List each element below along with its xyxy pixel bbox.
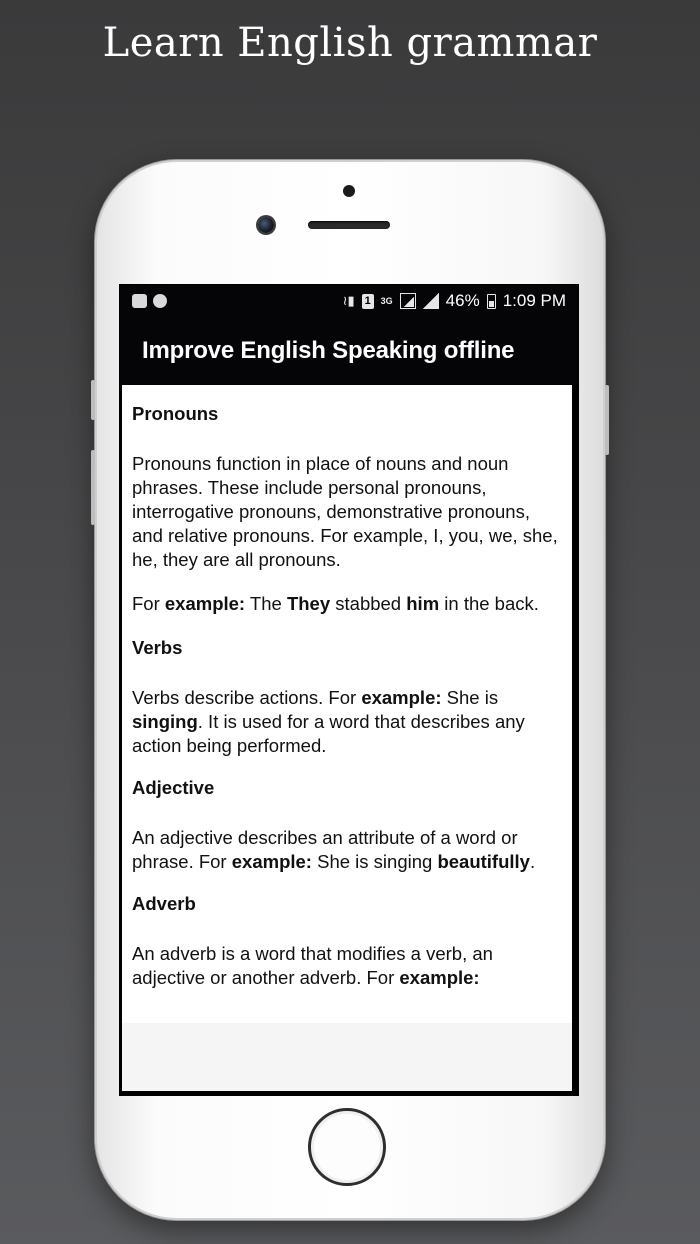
pronouns-example: [132, 592, 562, 616]
sim-icon: 1: [362, 294, 374, 309]
bold-span: example:: [361, 687, 442, 708]
bold-span: example:: [231, 851, 312, 872]
earpiece-speaker: [308, 221, 390, 229]
promo-title: Learn English grammar: [102, 20, 598, 66]
status-bar: [120, 285, 578, 317]
screen-border: [120, 1091, 578, 1095]
text-span: Verbs describe actions. For: [132, 687, 362, 708]
signal-icon: [400, 293, 416, 309]
notification-icon: [132, 294, 147, 308]
vibrate-icon: ≀▮: [342, 293, 355, 308]
status-right: [343, 285, 566, 317]
app-bar: [120, 317, 578, 385]
bold-span: beautifully: [437, 851, 530, 872]
phone-screen: [119, 284, 579, 1096]
bold-span: example:: [399, 967, 480, 988]
phone-frame: [95, 160, 605, 1220]
home-button[interactable]: [308, 1108, 386, 1186]
text-span: An adverb is a word that modifies a verb, an adjective or another adverb. For: [132, 943, 493, 988]
adverb-paragraph: [132, 942, 562, 990]
wifi-signal-icon: [423, 293, 439, 309]
front-camera: [258, 217, 274, 233]
bold-span: example:: [164, 593, 246, 614]
section-heading-verbs: Verbs: [132, 637, 183, 658]
battery-icon: [487, 294, 496, 309]
screen-border: [574, 385, 578, 1095]
bold-span: him: [406, 593, 440, 614]
network-type-label: 3G: [380, 295, 393, 306]
status-left: [132, 285, 167, 317]
verbs-paragraph: [132, 686, 562, 758]
adjective-paragraph: [132, 826, 562, 874]
proximity-sensor: [343, 185, 355, 197]
text-span: The: [245, 593, 287, 614]
text-span: She is: [441, 687, 499, 708]
text-span: .: [529, 851, 536, 872]
text-span: . It is used for a word that describes any action being performed.: [132, 711, 525, 756]
chat-icon: [153, 294, 167, 308]
text-span: stabbed: [330, 593, 407, 614]
volume-up-button: [91, 380, 95, 420]
content-scroll-area[interactable]: [122, 385, 572, 1023]
app-title: Improve English Speaking offline: [142, 337, 515, 364]
section-heading-adverb: Adverb: [132, 893, 196, 914]
power-button: [605, 385, 609, 455]
content-bottom-area: [122, 1023, 572, 1091]
text-span: For: [132, 593, 165, 614]
bold-span: They: [286, 593, 331, 614]
pronouns-paragraph: Pronouns function in place of nouns and noun phrases. These include personal pronouns, interrogative pronouns, demonstrative pronouns, and relative pronouns. For example, I, you, we, she, he, they are all pronouns.: [132, 453, 558, 570]
text-span: An adjective describes an attribute of a word or phrase. For: [132, 827, 518, 872]
section-heading-adjective: Adjective: [132, 777, 215, 798]
battery-percent: 46%: [445, 291, 480, 310]
status-time: 1:09 PM: [502, 291, 566, 310]
section-heading-pronouns: Pronouns: [132, 403, 219, 424]
volume-down-button: [91, 450, 95, 525]
text-span: She is singing: [311, 851, 438, 872]
bold-span: singing: [132, 711, 198, 732]
text-span: in the back.: [439, 593, 539, 614]
screen-border: [120, 385, 122, 1095]
